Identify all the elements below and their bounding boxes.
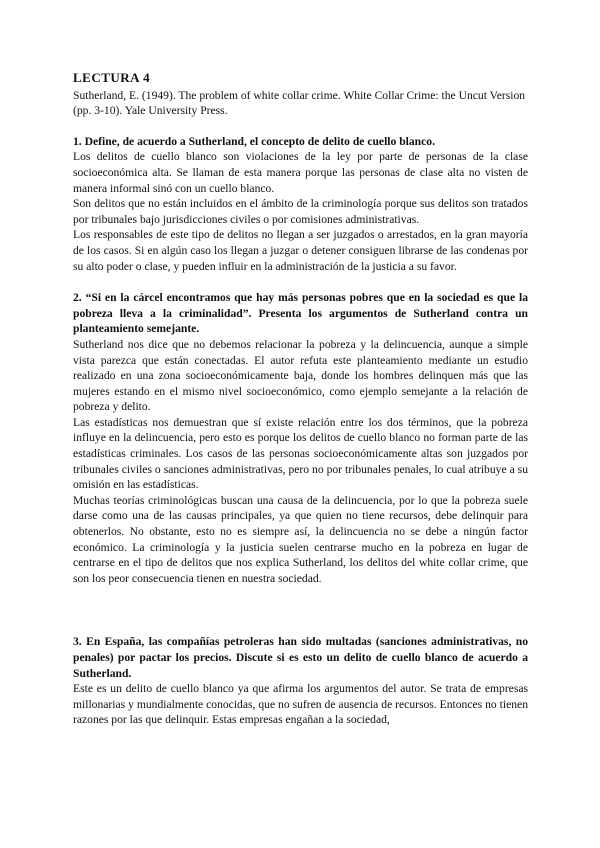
answer-1-paragraph-3: Los responsables de este tipo de delitos no llegan a ser juzgados o arrestados, en la gran mayoría de los casos. Si en algún caso los llegan a juzgar o detener consiguen librarse de las condenas por su alto poder o clase, y pueden influir en la administración de la justicia a su favor. [73,228,528,273]
answer-2-paragraph-2: Las estadísticas nos demuestran que sí existe relación entre los dos términos, que la pobreza influye en la delincuencia, pero esto es porque los delitos de cuello blanco no forman parte de las estadísticas criminales. Los casos de las personas socioeconómicamente altas son juzgados por tribunales civiles o sanciones administrativas, pero no por tribunales penales, lo cual atribuye a su omisión en las estadísticas. [73,415,528,492]
document-body [73,70,528,728]
answer-1-paragraph-1: Los delitos de cuello blanco son violaciones de la ley por parte de personas de la clase socioeconómica alta. Se llaman de esta manera porque las personas de clase alta no visten de manera informal sinó con un cuello blanco. [73,150,528,195]
section-2 [73,290,528,586]
question-1: 1. Define, de acuerdo a Sutherland, el concepto de delito de cuello blanco. [73,134,435,148]
spacer [73,586,528,634]
question-2: 2. “Si en la cárcel encontramos que hay más personas pobres que en la sociedad es que la pobreza lleva a la criminalidad”. Presenta los argumentos de Sutherland contra un planteamiento semejante. [73,291,528,336]
answer-3-paragraph-1: Este es un delito de cuello blanco ya que afirma los argumentos del autor. Se trata de empresas millonarias y mundialmente conocidas, que no sufren de ausencia de recursos. Entonces no tienen razones por las que delinquir. Estas empresas engañan a la sociedad, [73,682,528,727]
answer-2-paragraph-1: Sutherland nos dice que no debemos relacionar la pobreza y la delincuencia, aunque a simple vista parezca que están conectadas. El autor refuta este planteamiento mediante un estudio realizado en una zona socioeconómicamente baja, donde los hombres delinquen más que las mujeres estando en el mismo nivel socioeconómico, como ejemplo semejante a la relación de pobreza y delito. [73,337,528,414]
page-title: LECTURA 4 [73,70,151,85]
answer-1-paragraph-2: Son delitos que no están incluidos en el ámbito de la criminología porque sus delitos son tratados por tribunales bajo jurisdicciones civiles o por comisiones administrativas. [73,197,528,226]
question-3: 3. En España, las compañías petroleras han sido multadas (sanciones administrativas, no penales) por pactar los precios. Discute si es esto un delito de cuello blanco de acuerdo a Sutherland. [73,635,528,680]
section-1 [73,134,528,274]
answer-2-paragraph-3: Muchas teorías criminológicas buscan una causa de la delincuencia, por lo que la pobreza suele darse como una de las causas principales, ya que quien no tiene recursos, debe delinquir para obtenerlos. No obstante, esto no es siempre así, la delincuencia no se debe a ningún factor económico. La criminología y la justicia suelen centrarse mucho en la pobreza en lugar de centrarse en el tipo de delitos que nos explica Sutherland, los delitos del white collar crime, que son los peor consecuencia tienen en nuestra sociedad. [73,493,528,585]
bibliographic-reference: Sutherland, E. (1949). The problem of white collar crime. White Collar Crime: the Uncut Version (pp. 3-10). Yale University Press. [73,88,526,118]
section-3 [73,634,528,728]
spacer [73,274,528,290]
